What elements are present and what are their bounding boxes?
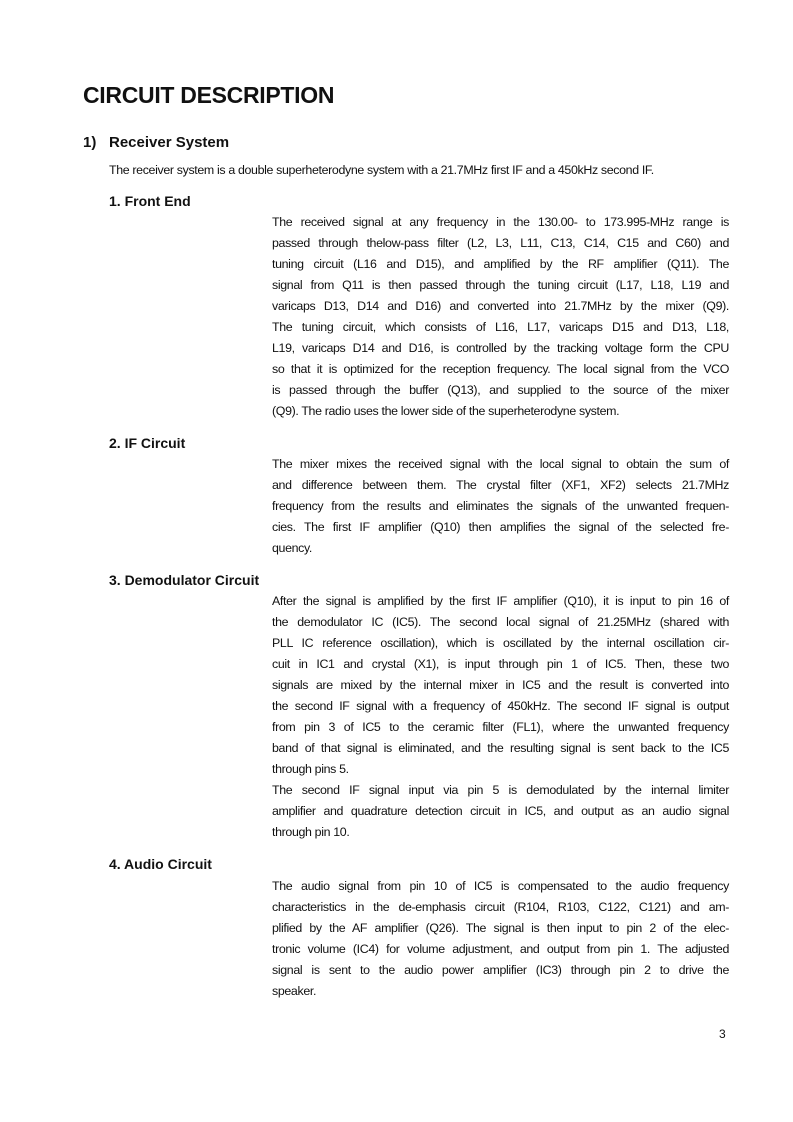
section-title: Receiver System (109, 134, 230, 151)
text-line: from pin 3 of IC5 to the ceramic filter (FL1), where the unwanted frequency (272, 720, 729, 734)
subsection-heading-front-end: 1. Front End (109, 193, 191, 209)
demodulator-circuit-body (272, 591, 729, 843)
text-line: characteristics in the de-emphasis circuit (R104, R103, C122, C121) and am- (272, 900, 729, 914)
text-line: band of that signal is eliminated, and the resulting signal is sent back to the IC5 (272, 741, 729, 755)
text-line: quency. (272, 541, 313, 555)
text-line: frequency from the results and eliminates the signals of the unwanted frequen- (272, 499, 729, 513)
if-circuit-body (272, 454, 729, 559)
page-number: 3 (719, 1027, 726, 1041)
text-line: plified by the AF amplifier (Q26). The signal is then input to pin 2 of the elec- (272, 921, 729, 935)
text-line: is passed through the buffer (Q13), and supplied to the source of the mixer (272, 383, 729, 397)
page-title: CIRCUIT DESCRIPTION (83, 82, 335, 108)
text-line: passed through thelow-pass filter (L2, L3, L11, C13, C14, C15 and C60) and (272, 236, 729, 250)
text-line: cies. The first IF amplifier (Q10) then amplifies the signal of the selected fre- (272, 520, 729, 534)
text-line: tronic volume (IC4) for volume adjustment, and output from pin 1. The adjusted (272, 942, 729, 956)
text-line: signals are mixed by the internal mixer in IC5 and the result is converted into (272, 678, 729, 692)
text-line: (Q9). The radio uses the lower side of the superheterodyne system. (272, 404, 620, 418)
subsection-heading-if-circuit: 2. IF Circuit (109, 435, 186, 451)
text-line: cuit in IC1 and crystal (X1), is input through pin 1 of IC5. Then, these two (272, 657, 729, 671)
text-line: the second IF signal with a frequency of 450kHz. The second IF signal is output (272, 699, 729, 713)
text-line: tuning circuit (L16 and D15), and amplified by the RF amplifier (Q11). The (272, 257, 729, 271)
text-line: After the signal is amplified by the first IF amplifier (Q10), it is input to pin 16 of (272, 594, 729, 608)
text-line: The tuning circuit, which consists of L16, L17, varicaps D15 and D13, L18, (272, 320, 729, 334)
text-line: and difference between them. The crystal filter (XF1, XF2) selects 21.7MHz (272, 478, 729, 492)
front-end-body (272, 212, 729, 422)
section-intro: The receiver system is a double superheterodyne system with a 21.7MHz first IF and a 450kHz second IF. (109, 163, 654, 177)
text-line: The mixer mixes the received signal with the local signal to obtain the sum of (272, 457, 729, 471)
text-line: The received signal at any frequency in the 130.00- to 173.995-MHz range is (272, 215, 729, 229)
text-line: speaker. (272, 984, 317, 998)
text-line: the demodulator IC (IC5). The second local signal of 21.25MHz (shared with (272, 615, 729, 629)
text-line: PLL IC reference oscillation), which is oscillated by the internal oscillation cir- (272, 636, 729, 650)
text-line: signal from Q11 is then passed through the tuning circuit (L17, L18, L19 and (272, 278, 729, 292)
subsection-heading-audio-circuit: 4. Audio Circuit (109, 856, 212, 872)
section-number: 1) (83, 134, 97, 151)
text-line: so that it is optimized for the reception frequency. The local signal from the VCO (272, 362, 729, 376)
subsection-heading-demodulator-circuit: 3. Demodulator Circuit (109, 572, 260, 588)
text-line: L19, varicaps D14 and D16, is controlled by the tracking voltage form the CPU (272, 341, 729, 355)
section-heading-receiver-system (83, 133, 229, 153)
text-line: amplifier and quadrature detection circuit in IC5, and output as an audio signal (272, 804, 729, 818)
text-line: signal is sent to the audio power amplifier (IC3) through pin 2 to drive the (272, 963, 729, 977)
text-line: through pins 5. (272, 762, 349, 776)
text-line: varicaps D13, D14 and D16) and converted into 21.7MHz by the mixer (Q9). (272, 299, 729, 313)
text-line: through pin 10. (272, 825, 350, 839)
text-line: The second IF signal input via pin 5 is demodulated by the internal limiter (272, 783, 729, 797)
audio-circuit-body (272, 876, 729, 1002)
text-line: The audio signal from pin 10 of IC5 is compensated to the audio frequency (272, 879, 729, 893)
